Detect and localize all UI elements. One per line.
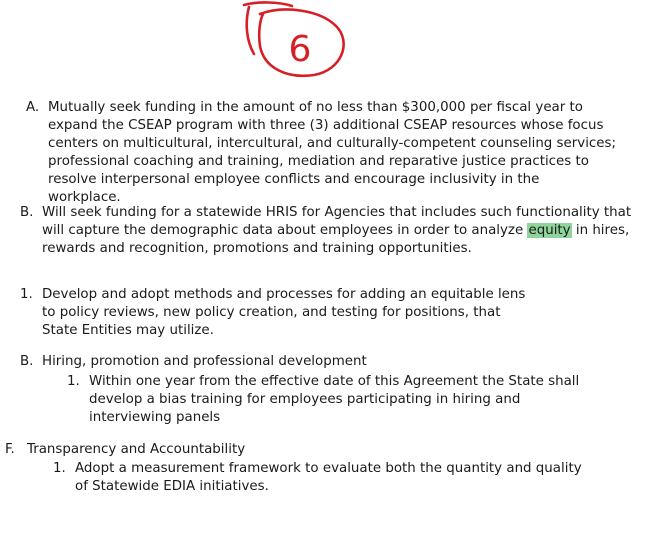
list-marker: 1. — [53, 461, 66, 476]
item-text: Hiring, promotion and professional development — [42, 354, 367, 369]
list-marker: F. — [5, 442, 15, 457]
item-text: Transparency and Accountability — [27, 442, 246, 457]
list-item-1 — [20, 286, 540, 340]
list-marker: B. — [20, 205, 34, 220]
highlighted-word: equity — [528, 223, 571, 238]
text-after-highlight: in hires, rewards and recognition, promotions and training opportunities. — [42, 223, 630, 256]
list-marker: B. — [20, 354, 34, 369]
text-before-highlight: Will seek funding for a statewide HRIS for Agencies that includes such functionality that will capture the demographic data about employees in order to analyze — [42, 205, 632, 238]
list-marker: 1. — [20, 287, 33, 302]
list-marker: 1. — [67, 374, 80, 389]
list-marker: A. — [26, 100, 40, 115]
annotation-number: 6 — [288, 29, 312, 70]
item-text — [42, 204, 632, 258]
sub-list-item — [67, 373, 607, 427]
item-text: Adopt a measurement framework to evaluate both the quantity and quality of Statewide EDIA initiatives. — [75, 461, 582, 494]
item-text: Develop and adopt methods and processes for adding an equitable lens to policy reviews, new policy creation, and testing for positions, that State Entities may utilize. — [42, 287, 526, 338]
list-item-b-hris — [20, 204, 632, 258]
item-text: Within one year from the effective date of this Agreement the State shall develop a bias training for employees participating in hiring and interviewing panels — [89, 374, 580, 425]
list-item-b-hiring — [20, 353, 630, 371]
item-text: Mutually seek funding in the amount of no less than $300,000 per fiscal year to expand the CSEAP program with three (3) additional CSEAP resources whose focus centers on multicultural, intercultural, and culturally-competent counseling services; professional coaching and training, mediation and reparative justice practices to resolve interpersonal employee conflicts and encourage inclusivity in the workplace. — [48, 100, 617, 205]
handwritten-number-annotation — [232, 0, 362, 82]
list-item-f — [5, 441, 605, 459]
list-item-a — [26, 99, 616, 207]
sub-list-item — [53, 460, 593, 496]
